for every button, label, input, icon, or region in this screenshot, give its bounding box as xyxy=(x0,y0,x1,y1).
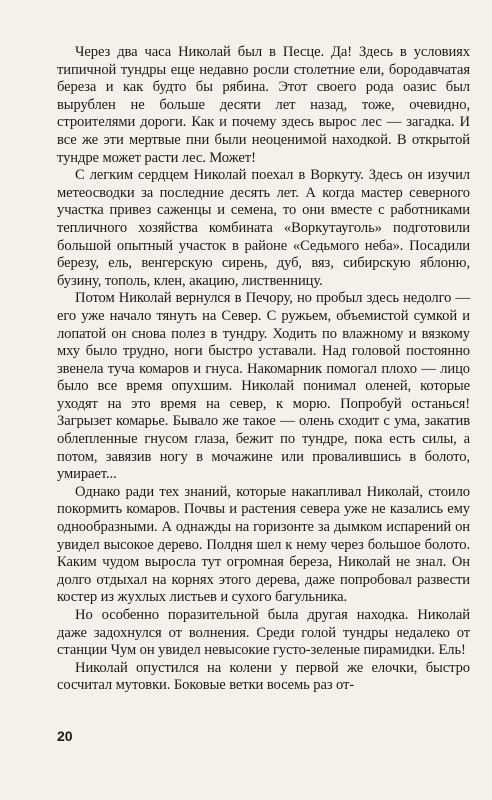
paragraph-5: Но особенно поразительной была другая находка. Николай даже задохнулся от волнения. Среди голой тундры недалеко от станции Чум он увидел невысокие густо-зеленые пирамидки. Ель! xyxy=(57,607,470,659)
paragraph-6: Николай опустился на колени у первой же елочки, быстро сосчитал мутовки. Боковые ветки восемь раз от- xyxy=(57,659,470,694)
paragraph-1: Через два часа Николай был в Песце. Да! Здесь в условиях типичной тундры еще недавно росли столетние ели, бородавчатая береза и как будто бы рябина. Этот своего рода оазис был вырублен не больше десяти лет назад, тоже, очевидно, строителями дороги. Как и почему здесь вырос лес — загадка. И все же эти мертвые пни были неоценимой находкой. В открытой тундре может расти лес. Может! xyxy=(57,44,470,166)
body-text xyxy=(57,44,470,695)
paragraph-3: Потом Николай вернулся в Печору, но пробыл здесь недолго — его уже начало тянуть на Север. С ружьем, объемистой сумкой и лопатой он снова полез в тундру. Ходить по влажному и вязкому мху было трудно, ноги быстро уставали. Над головой постоянно звенела туча комаров и гнуса. Накомарник помогал плохо — лицо было все время опухшим. Николай понимал оленей, которые уходят на это время на север, к морю. Попробуй останься! Загрызет комарье. Бывало же такое — олень сходит с ума, закатив облепленные гнусом глаза, бежит по тундре, пока есть силы, а потом, завязив ногу в мочажине или провалившись в болото, умирает... xyxy=(57,290,470,483)
page-number: 20 xyxy=(57,728,73,744)
paragraph-2: С легким сердцем Николай поехал в Воркуту. Здесь он изучил метеосводки за последние десять лет. А когда мастер северного участка привез саженцы и семена, то они вместе с работниками тепличного хозяйства комбината «Воркутауголь» подготовили большой опытный участок в районе «Седьмого неба». Посадили березу, ель, венгерскую сирень, дуб, вяз, сибирскую яблоню, бузину, тополь, клен, акацию, лиственницу. xyxy=(57,167,470,289)
paragraph-4: Однако ради тех знаний, которые накапливал Николай, стоило покормить комаров. Почвы и растения севера уже не казались ему однообразными. А однажды на горизонте за дымком испарений он увидел высокое дерево. Полдня шел к нему через большое болото. Каким чудом выросла тут огромная береза, Николай не знал. Он долго отдыхал на корнях этого дерева, даже попробовал развести костер из жухлых листьев и сухого багульника. xyxy=(57,483,470,606)
